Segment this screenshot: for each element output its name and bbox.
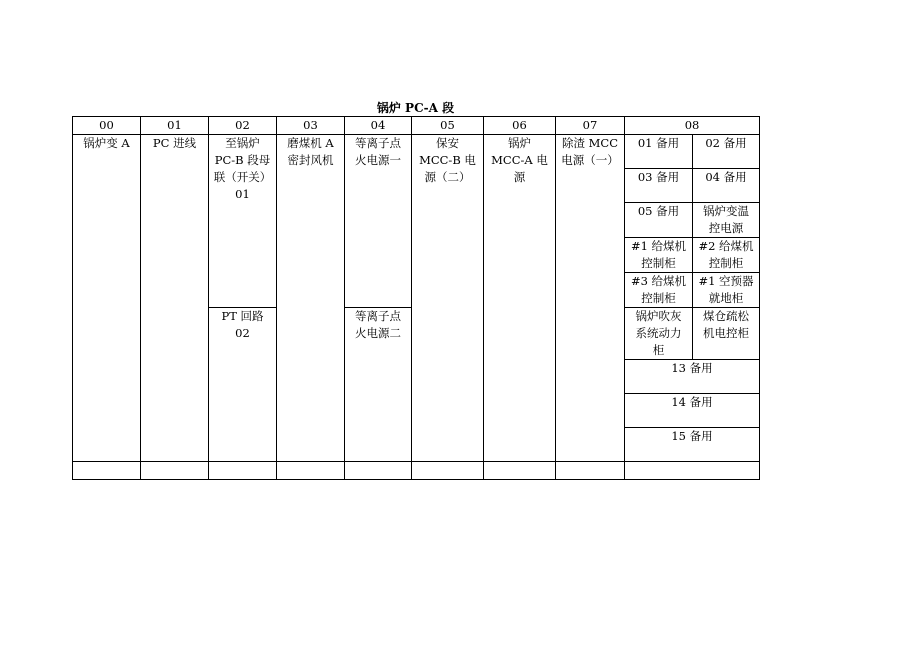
cell-08-13: 13 备用 xyxy=(625,360,760,394)
header-cell-05: 05 xyxy=(412,117,484,135)
cell-08-feeder-2: #2 给煤机 控制柜 xyxy=(693,238,760,273)
header-cell-01: 01 xyxy=(141,117,209,135)
empty-cell xyxy=(73,462,141,480)
cell-06-boiler-mcc: 锅炉 MCC-A 电 源 xyxy=(484,135,556,462)
cell-08-temp-control: 锅炉变温 控电源 xyxy=(693,203,760,238)
cell-04-plasma-power-2: 等离子点 火电源二 xyxy=(345,308,412,462)
empty-cell xyxy=(277,462,345,480)
cell-08-01: 01 备用 xyxy=(625,135,693,169)
empty-cell xyxy=(141,462,209,480)
cell-08-02: 02 备用 xyxy=(693,135,760,169)
cell-08-14: 14 备用 xyxy=(625,394,760,428)
header-cell-03: 03 xyxy=(277,117,345,135)
header-cell-08: 08 xyxy=(625,117,760,135)
cell-07-slag-mcc: 除渣 MCC 电源（一） xyxy=(556,135,625,462)
empty-cell xyxy=(556,462,625,480)
cell-08-sootblower: 锅炉吹灰 系统动力 柜 xyxy=(625,308,693,360)
empty-cell xyxy=(412,462,484,480)
cell-03-seal-fan: 磨煤机 A 密封风机 xyxy=(277,135,345,462)
cell-08-bunker-loosener: 煤仓疏松 机电控柜 xyxy=(693,308,760,360)
cell-00-transformer: 锅炉变 A xyxy=(73,135,141,462)
cell-02-pt-circuit: PT 回路 02 xyxy=(209,308,277,462)
header-row xyxy=(73,117,760,135)
header-cell-02: 02 xyxy=(209,117,277,135)
empty-cell xyxy=(625,462,760,480)
empty-cell xyxy=(345,462,412,480)
cell-08-feeder-1: #1 给煤机 控制柜 xyxy=(625,238,693,273)
cell-08-05: 05 备用 xyxy=(625,203,693,238)
table-row xyxy=(73,135,760,169)
empty-cell xyxy=(484,462,556,480)
header-cell-00: 00 xyxy=(73,117,141,135)
header-cell-06: 06 xyxy=(484,117,556,135)
cell-08-feeder-3: #3 给煤机 控制柜 xyxy=(625,273,693,308)
cell-01-incoming: PC 进线 xyxy=(141,135,209,462)
cell-08-03: 03 备用 xyxy=(625,169,693,203)
header-cell-04: 04 xyxy=(345,117,412,135)
pc-a-section-table xyxy=(72,116,760,480)
cell-08-air-preheater: #1 空预器 就地柜 xyxy=(693,273,760,308)
cell-05-backup-mcc: 保安 MCC-B 电 源（二） xyxy=(412,135,484,462)
document-title: 锅炉 PC-A 段 xyxy=(376,101,455,115)
cell-08-04: 04 备用 xyxy=(693,169,760,203)
empty-cell xyxy=(209,462,277,480)
cell-08-15: 15 备用 xyxy=(625,428,760,462)
empty-footer-row xyxy=(73,462,760,480)
cell-02-bus-tie: 至锅炉 PC-B 段母 联（开关） 01 xyxy=(209,135,277,308)
header-cell-07: 07 xyxy=(556,117,625,135)
cell-04-plasma-power-1: 等离子点 火电源一 xyxy=(345,135,412,308)
